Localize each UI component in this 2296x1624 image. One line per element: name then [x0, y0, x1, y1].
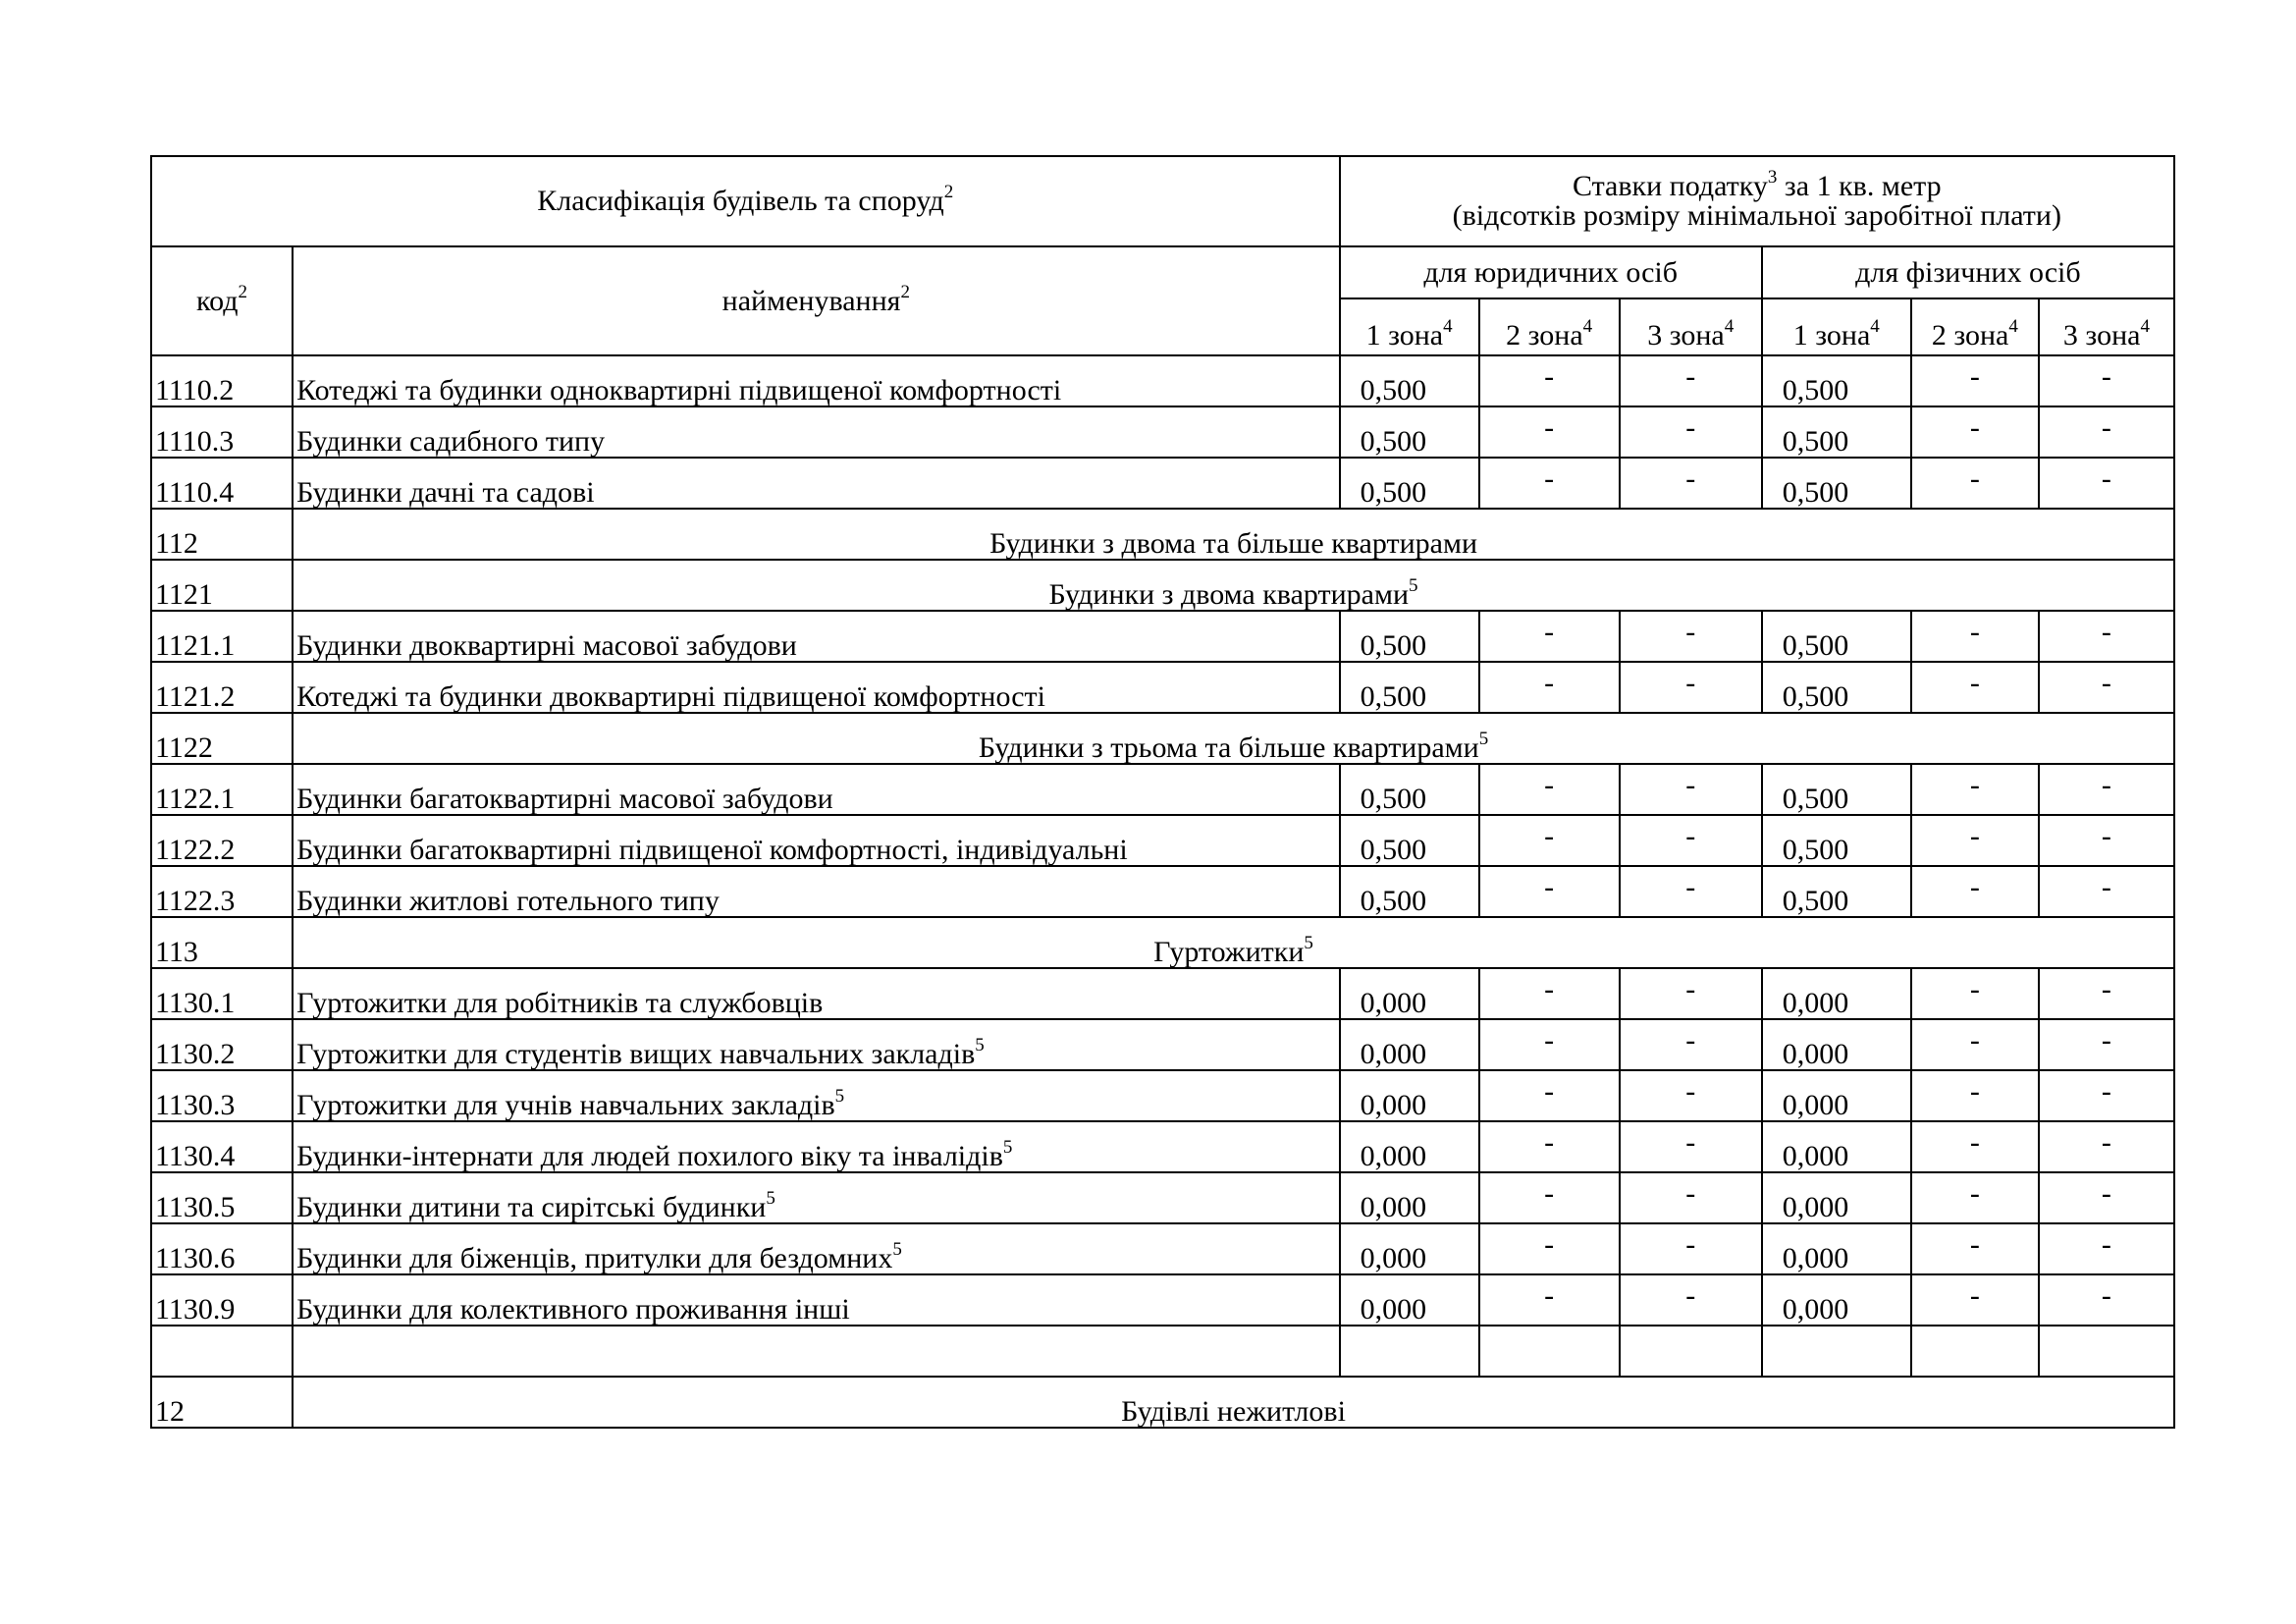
rate-cell-zone-3: - [2039, 1274, 2174, 1326]
rate-cell-zone-3: - [1620, 458, 1762, 509]
code-cell: 1130.5 [151, 1172, 293, 1223]
rate-cell-zone-2: - [1911, 1070, 2039, 1121]
table-row [151, 764, 2174, 815]
rate-cell-zone-1: 0,500 [1340, 611, 1479, 662]
name-cell: Гуртожитки для студентів вищих навчальних закладів$^5$ [293, 1019, 1340, 1070]
rate-cell-zone-1: 0,500 [1340, 764, 1479, 815]
name-cell: Гуртожитки для учнів навчальних закладів$^5$ [293, 1070, 1340, 1121]
rate-cell-zone-3: - [2039, 1223, 2174, 1274]
rate-cell-zone-1: 0,500 [1340, 458, 1479, 509]
group-name-cell: Будинки з трьома та більше квартирами$^5$ [293, 713, 2174, 764]
table-row [151, 1019, 2174, 1070]
rate-cell-zone-3: - [2039, 662, 2174, 713]
rate-cell-zone-2 [1911, 1326, 2039, 1377]
rate-cell-zone-3: - [1620, 1223, 1762, 1274]
name-header: найменування$^2$ [293, 246, 1340, 355]
rate-cell-zone-1: 0,000 [1762, 1019, 1911, 1070]
rate-cell-zone-1: 0,500 [1762, 406, 1911, 458]
rate-cell-zone-2: - [1479, 1223, 1620, 1274]
name-cell: Гуртожитки для робітників та службовців [293, 968, 1340, 1019]
rate-cell-zone-1: 0,500 [1340, 866, 1479, 917]
code-cell: 1130.2 [151, 1019, 293, 1070]
name-cell: Будинки дачні та садові [293, 458, 1340, 509]
rate-cell-zone-1: 0,000 [1762, 1223, 1911, 1274]
code-cell: 1130.6 [151, 1223, 293, 1274]
rate-cell-zone-3: - [2039, 1070, 2174, 1121]
rate-cell-zone-3: - [1620, 764, 1762, 815]
rate-cell-zone-3: - [2039, 1121, 2174, 1172]
legal-entities-header: для юридичних осіб [1340, 246, 1762, 298]
rate-cell-zone-3: - [1620, 1121, 1762, 1172]
rate-cell-zone-1: 0,500 [1762, 866, 1911, 917]
rate-cell-zone-2: - [1911, 764, 2039, 815]
table-row [151, 1070, 2174, 1121]
rate-cell-zone-2: - [1911, 611, 2039, 662]
table-row [151, 1121, 2174, 1172]
name-cell: Котеджі та будинки одноквартирні підвищеної комфортності [293, 355, 1340, 406]
name-cell: Котеджі та будинки двоквартирні підвищеної комфортності [293, 662, 1340, 713]
rate-cell-zone-2: - [1479, 458, 1620, 509]
name-cell: Будинки багатоквартирні підвищеної комфортності, індивідуальні [293, 815, 1340, 866]
rate-cell-zone-1: 0,000 [1340, 1121, 1479, 1172]
rate-cell-zone-3 [1620, 1326, 1762, 1377]
code-cell: 1121.2 [151, 662, 293, 713]
rate-cell-zone-2: - [1479, 1172, 1620, 1223]
rate-cell-zone-2: - [1479, 406, 1620, 458]
table-row [151, 866, 2174, 917]
rate-cell-zone-1: 0,500 [1762, 355, 1911, 406]
table-row [151, 968, 2174, 1019]
rate-cell-zone-3: - [1620, 355, 1762, 406]
rate-cell-zone-3: - [1620, 866, 1762, 917]
table-row [151, 355, 2174, 406]
rate-cell-zone-2: - [1479, 662, 1620, 713]
rate-cell-zone-2: - [1911, 1172, 2039, 1223]
code-cell: 1122.3 [151, 866, 293, 917]
table-row [151, 458, 2174, 509]
rate-cell-zone-1: 0,500 [1340, 662, 1479, 713]
rate-cell-zone-3: - [1620, 968, 1762, 1019]
code-cell: 1121 [151, 560, 293, 611]
header-row-mid [151, 246, 2174, 298]
rate-cell-zone-2: - [1479, 1019, 1620, 1070]
code-cell: 113 [151, 917, 293, 968]
rates-header: Ставки податку$^3$ за 1 кв. метр (відсотків розміру мінімальної заробітної плати) [1340, 156, 2174, 246]
rate-cell-zone-1: 0,500 [1762, 764, 1911, 815]
rate-cell-zone-3: - [1620, 1172, 1762, 1223]
rate-cell-zone-1: 0,000 [1340, 1223, 1479, 1274]
rate-cell-zone-1: 0,500 [1762, 815, 1911, 866]
rate-cell-zone-1: 0,500 [1762, 611, 1911, 662]
name-cell: Будинки садибного типу [293, 406, 1340, 458]
rate-cell-zone-3: - [1620, 406, 1762, 458]
rate-cell-zone-1: 0,000 [1340, 1019, 1479, 1070]
rate-cell-zone-1: 0,500 [1762, 458, 1911, 509]
code-cell: 1110.2 [151, 355, 293, 406]
rate-cell-zone-2: - [1911, 1019, 2039, 1070]
rate-cell-zone-1: 0,000 [1762, 1070, 1911, 1121]
name-cell: Будинки житлові готельного типу [293, 866, 1340, 917]
rate-cell-zone-3: - [2039, 458, 2174, 509]
rate-cell-zone-3: - [2039, 406, 2174, 458]
name-cell: Будинки для біженців, притулки для бездомних$^5$ [293, 1223, 1340, 1274]
table-row [151, 406, 2174, 458]
rate-cell-zone-2: - [1911, 815, 2039, 866]
code-cell [151, 1326, 293, 1377]
rate-cell-zone-2: - [1911, 866, 2039, 917]
rate-cell-zone-2: - [1479, 968, 1620, 1019]
classification-header: Класифікація будівель та споруд$^2$ [151, 156, 1340, 246]
rate-cell-zone-3: - [1620, 662, 1762, 713]
rate-cell-zone-3: - [2039, 1172, 2174, 1223]
rate-cell-zone-2: - [1911, 1274, 2039, 1326]
rate-cell-zone-3 [2039, 1326, 2174, 1377]
rate-cell-zone-2: - [1479, 815, 1620, 866]
rate-cell-zone-2: - [1479, 611, 1620, 662]
code-cell: 1130.9 [151, 1274, 293, 1326]
name-cell: Будинки дитини та сирітські будинки$^5$ [293, 1172, 1340, 1223]
code-cell: 1122.1 [151, 764, 293, 815]
code-cell: 1122.2 [151, 815, 293, 866]
rate-cell-zone-2: - [1911, 458, 2039, 509]
rate-cell-zone-3: - [2039, 355, 2174, 406]
rate-cell-zone-2: - [1911, 406, 2039, 458]
rate-cell-zone-1: 0,500 [1340, 406, 1479, 458]
code-cell: 1110.3 [151, 406, 293, 458]
group-name-cell: Будівлі нежитлові [293, 1377, 2174, 1428]
rate-cell-zone-2: - [1479, 1070, 1620, 1121]
rate-cell-zone-3: - [1620, 611, 1762, 662]
rate-cell-zone-1: 0,000 [1340, 968, 1479, 1019]
table-row [151, 662, 2174, 713]
zone-header-2: 2 зона$^4$ [1479, 298, 1620, 355]
rate-cell-zone-2: - [1479, 1274, 1620, 1326]
name-cell: Будинки багатоквартирні масової забудови [293, 764, 1340, 815]
rate-cell-zone-1 [1762, 1326, 1911, 1377]
name-cell: Будинки для колективного проживання інші [293, 1274, 1340, 1326]
group-row [151, 917, 2174, 968]
code-header: код$^2$ [151, 246, 293, 355]
rate-cell-zone-1: 0,500 [1340, 815, 1479, 866]
table-row [151, 1223, 2174, 1274]
code-cell: 1110.4 [151, 458, 293, 509]
code-cell: 12 [151, 1377, 293, 1428]
zone-header-1: 1 зона$^4$ [1340, 298, 1479, 355]
code-cell: 112 [151, 509, 293, 560]
rate-cell-zone-3: - [1620, 1070, 1762, 1121]
rate-cell-zone-2: - [1911, 1223, 2039, 1274]
code-cell: 1122 [151, 713, 293, 764]
tax-rate-table [150, 155, 2175, 1429]
rate-cell-zone-3: - [2039, 1019, 2174, 1070]
rate-cell-zone-1: 0,500 [1762, 662, 1911, 713]
code-cell: 1121.1 [151, 611, 293, 662]
rate-cell-zone-3: - [2039, 866, 2174, 917]
rate-cell-zone-1: 0,000 [1340, 1172, 1479, 1223]
rate-cell-zone-2: - [1479, 1121, 1620, 1172]
zone-header-3: 3 зона$^4$ [1620, 298, 1762, 355]
rate-cell-zone-3: - [2039, 611, 2174, 662]
group-name-cell: Будинки з двома та більше квартирами [293, 509, 2174, 560]
rate-cell-zone-1 [1340, 1326, 1479, 1377]
code-cell: 1130.1 [151, 968, 293, 1019]
rate-cell-zone-2: - [1911, 968, 2039, 1019]
rate-cell-zone-3: - [2039, 815, 2174, 866]
rate-cell-zone-3: - [1620, 815, 1762, 866]
code-cell: 1130.3 [151, 1070, 293, 1121]
group-name-cell: Будинки з двома квартирами$^5$ [293, 560, 2174, 611]
table-row [151, 1326, 2174, 1377]
name-cell: Будинки двоквартирні масової забудови [293, 611, 1340, 662]
rate-cell-zone-2: - [1911, 1121, 2039, 1172]
zone-header-5: 2 зона$^4$ [1911, 298, 2039, 355]
name-cell [293, 1326, 1340, 1377]
group-row [151, 713, 2174, 764]
rate-cell-zone-1: 0,000 [1340, 1274, 1479, 1326]
rate-cell-zone-1: 0,500 [1340, 355, 1479, 406]
rate-cell-zone-1: 0,000 [1762, 1121, 1911, 1172]
header-row-top [151, 156, 2174, 246]
rate-cell-zone-1: 0,000 [1762, 1172, 1911, 1223]
group-name-cell: Гуртожитки$^5$ [293, 917, 2174, 968]
table-row [151, 1274, 2174, 1326]
rate-cell-zone-2: - [1911, 355, 2039, 406]
table-row [151, 611, 2174, 662]
rate-cell-zone-2: - [1479, 355, 1620, 406]
zone-header-6: 3 зона$^4$ [2039, 298, 2174, 355]
zone-header-4: 1 зона$^4$ [1762, 298, 1911, 355]
rate-cell-zone-3: - [2039, 968, 2174, 1019]
rate-cell-zone-1: 0,000 [1762, 968, 1911, 1019]
group-row [151, 560, 2174, 611]
rate-cell-zone-2: - [1479, 764, 1620, 815]
rate-cell-zone-3: - [2039, 764, 2174, 815]
rate-cell-zone-3: - [1620, 1019, 1762, 1070]
rate-cell-zone-2 [1479, 1326, 1620, 1377]
rate-cell-zone-1: 0,000 [1340, 1070, 1479, 1121]
table-row [151, 815, 2174, 866]
individuals-header: для фізичних осіб [1762, 246, 2174, 298]
table-row [151, 1172, 2174, 1223]
rate-cell-zone-1: 0,000 [1762, 1274, 1911, 1326]
rate-cell-zone-3: - [1620, 1274, 1762, 1326]
name-cell: Будинки-інтернати для людей похилого віку та інвалідів$^5$ [293, 1121, 1340, 1172]
rate-cell-zone-2: - [1911, 662, 2039, 713]
rate-cell-zone-2: - [1479, 866, 1620, 917]
group-row [151, 1377, 2174, 1428]
group-row [151, 509, 2174, 560]
code-cell: 1130.4 [151, 1121, 293, 1172]
